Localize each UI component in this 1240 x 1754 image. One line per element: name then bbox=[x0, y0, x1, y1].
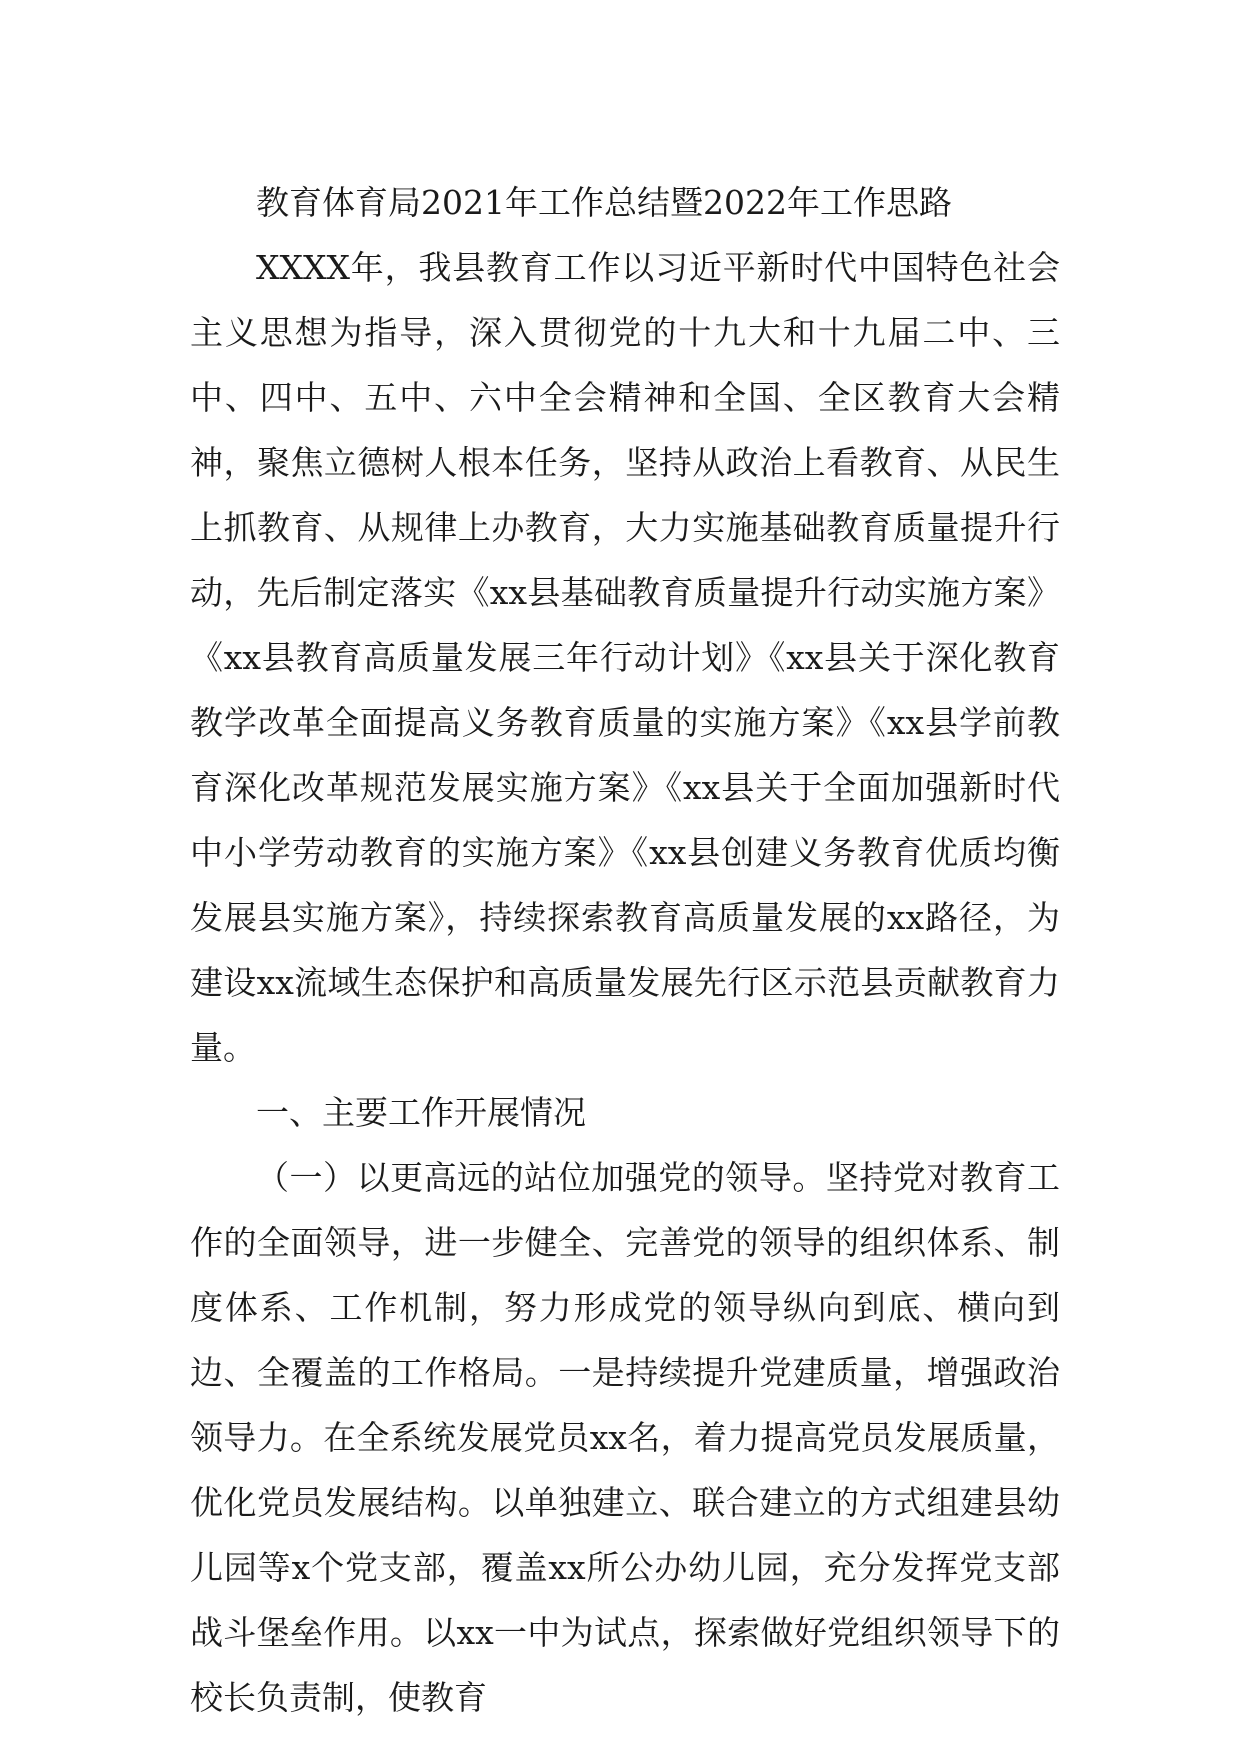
paragraph-party-leadership: （一）以更高远的站位加强党的领导。坚持党对教育工作的全面领导，进一步健全、完善党的领导的组织体系、制度体系、工作机制，努力形成党的领导纵向到底、横向到边、全覆盖的工作格局。一是持续提升党建质量，增强政治领导力。在全系统发展党员xx名，着力提高党员发展质量，优化党员发展结构。以单独建立、联合建立的方式组建县幼儿园等x个党支部，覆盖xx所公办幼儿园，充分发挥党支部战斗堡垒作用。以xx一中为试点，探索做好党组织领导下的校长负责制，使教育 bbox=[190, 1158, 1060, 1717]
document-title: 教育体育局2021年工作总结暨2022年工作思路 bbox=[256, 183, 952, 222]
document-body bbox=[190, 170, 1060, 1730]
section-heading-main-work: 一、主要工作开展情况 bbox=[256, 1093, 586, 1132]
paragraph-intro: XXXX年，我县教育工作以习近平新时代中国特色社会主义思想为指导，深入贯彻党的十九大和十九届二中、三中、四中、五中、六中全会精神和全国、全区教育大会精神，聚焦立德树人根本任务，坚持从政治上看教育、从民生上抓教育、从规律上办教育，大力实施基础教育质量提升行动，先后制定落实《xx县基础教育质量提升行动实施方案》《xx县教育高质量发展三年行动计划》《xx县关于深化教育教学改革全面提高义务教育质量的实施方案》《xx县学前教育深化改革规范发展实施方案》《xx县关于全面加强新时代中小学劳动教育的实施方案》《xx县创建义务教育优质均衡发展县实施方案》，持续探索教育高质量发展的xx路径，为建设xx流域生态保护和高质量发展先行区示范县贡献教育力量。 bbox=[190, 248, 1060, 1067]
